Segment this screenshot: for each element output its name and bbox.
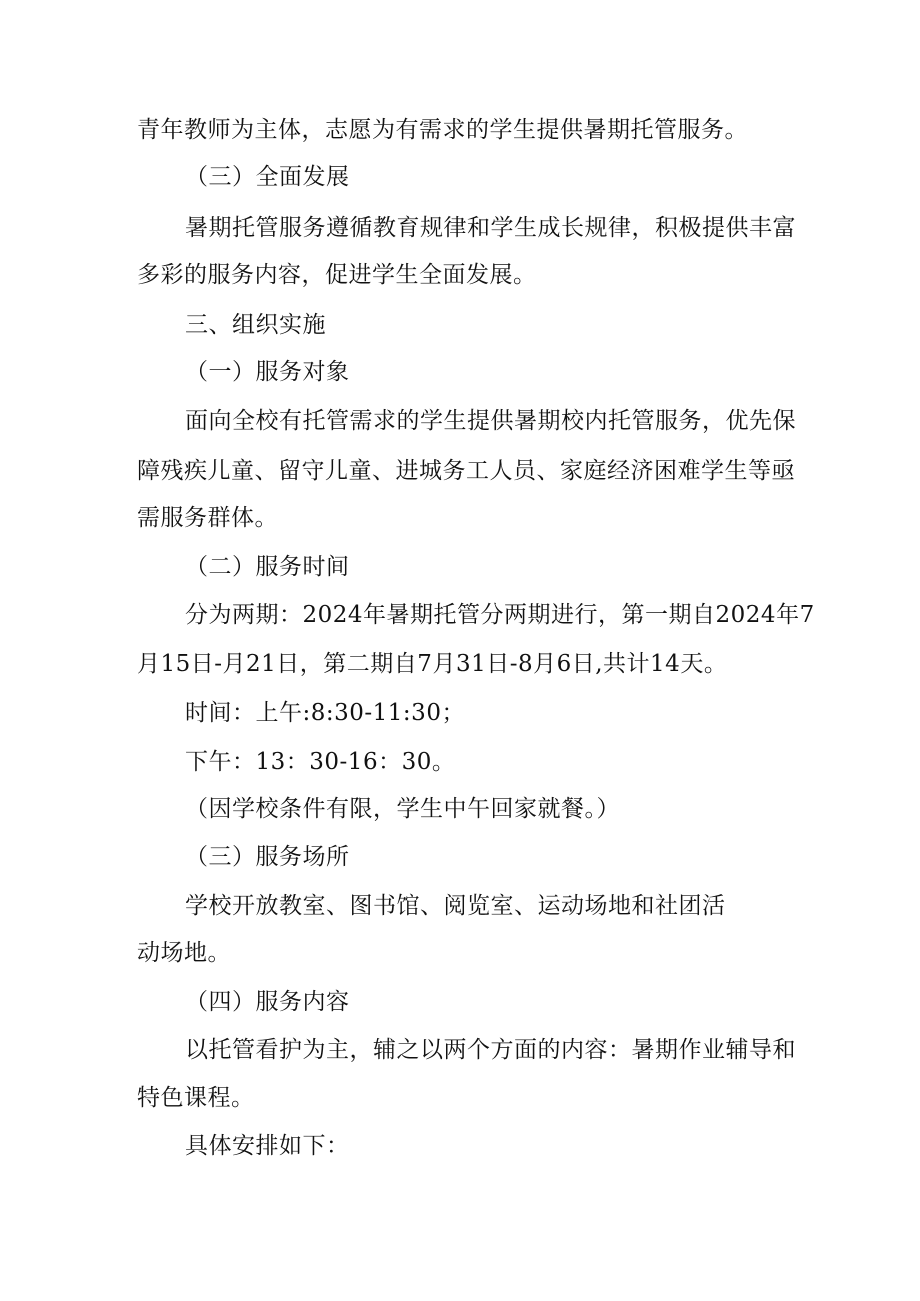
paragraph-line: 具体安排如下： [185, 1133, 350, 1159]
paragraph-line: 时间：上午:8:30-11:30； [185, 700, 465, 726]
paragraph-line: 面向全校有托管需求的学生提供暑期校内托管服务，优先保 [185, 408, 796, 434]
paragraph-line: 多彩的服务内容，促进学生全面发展。 [137, 262, 537, 288]
chapter-heading: 三、组织实施 [185, 312, 326, 338]
paragraph-line: 分为两期：2024年暑期托管分两期进行，第一期自2024年7 [185, 602, 815, 628]
paragraph-line: 学校开放教室、图书馆、阅览室、运动场地和社团活 [185, 893, 726, 919]
section-heading: （二）服务时间 [185, 554, 350, 580]
paragraph-line: （因学校条件有限，学生中午回家就餐。） [185, 796, 620, 822]
section-heading: （一）服务对象 [185, 359, 350, 385]
paragraph-line: 青年教师为主体，志愿为有需求的学生提供暑期托管服务。 [137, 117, 748, 143]
paragraph-line: 以托管看护为主，辅之以两个方面的内容：暑期作业辅导和 [185, 1037, 796, 1063]
section-heading: （三）服务场所 [185, 844, 350, 870]
paragraph-line: 动场地。 [137, 940, 231, 966]
section-heading: （四）服务内容 [185, 989, 350, 1015]
paragraph-line: 月15日-月21日，第二期自7月31日-8月6日,共计14天。 [137, 651, 728, 677]
paragraph-line: 暑期托管服务遵循教育规律和学生成长规律，积极提供丰富 [185, 215, 796, 241]
paragraph-line: 需服务群体。 [137, 505, 278, 531]
paragraph-line: 下午：13：30-16：30。 [185, 749, 456, 775]
section-heading: （三）全面发展 [185, 164, 350, 190]
paragraph-line: 障残疾儿童、留守儿童、进城务工人员、家庭经济困难学生等亟 [137, 458, 795, 484]
paragraph-line: 特色课程。 [137, 1085, 255, 1111]
